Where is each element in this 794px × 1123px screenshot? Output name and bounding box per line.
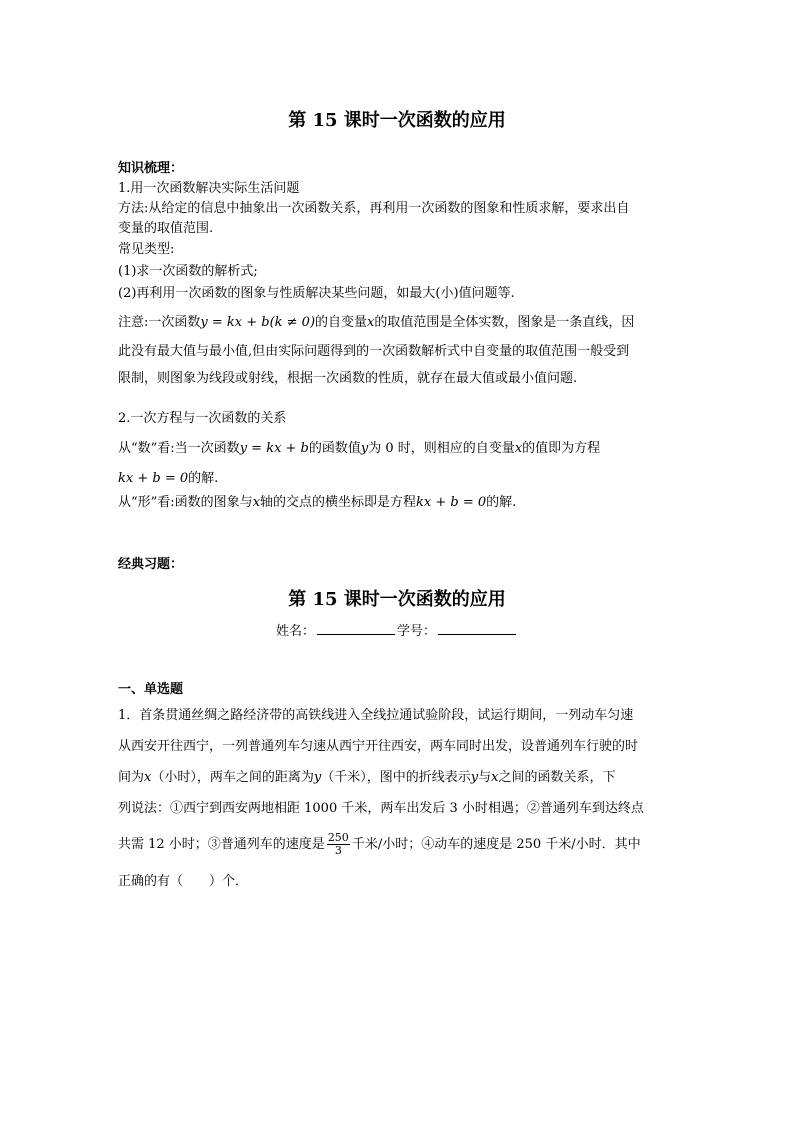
paragraph: 限制，则图象为线段或射线，根据一次函数的性质，就存在最大值或最小值问题.	[118, 371, 578, 386]
paragraph: (2)再利用一次函数的图象与性质解决某些问题，如最大(小)值问题等.	[118, 286, 515, 301]
text: 之间的函数关系，下	[498, 770, 616, 785]
text: （千米），图中的折线表示	[321, 770, 471, 785]
paragraph	[118, 440, 678, 458]
section-heading: 一、单选题	[118, 682, 184, 697]
paragraph: (1)求一次函数的解析式;	[118, 264, 258, 279]
question-line: 从西安开往西宁，一列普通列车匀速从西宁开往西安，两车同时出发，设普通列车行驶的时	[118, 739, 639, 754]
paragraph	[118, 494, 678, 512]
exercise-heading: 经典习题：	[118, 557, 184, 572]
question-line: 正确的有（ ）个．	[118, 874, 249, 889]
formula: kx + b = 0	[416, 495, 487, 510]
formula: kx + b = 0	[118, 471, 189, 486]
paragraph: 方法:从给定的信息中抽象出一次函数关系，再利用一次函数的图象和性质求解，要求出自	[118, 201, 630, 216]
page-title: 第 15 课时一次函数的应用	[288, 110, 506, 131]
paragraph: 1.用一次函数解决实际生活问题	[118, 181, 300, 196]
knowledge-heading: 知识梳理：	[118, 161, 184, 176]
fraction-denominator: 3	[334, 844, 342, 857]
text: 共需 12 小时；③普通列车的速度是	[118, 837, 325, 852]
variable: y	[313, 770, 322, 785]
text: （小时），两车之间的距离为	[151, 770, 314, 785]
question-line: 1．首条贯通丝绸之路经济带的高铁线进入全线拉通试验阶段，试运行期间，一列动车匀速	[118, 708, 634, 723]
text: 的取值范围是全体实数，图象是一条直线，因	[374, 315, 635, 330]
paragraph-note	[118, 314, 678, 332]
text: 从“数”看:当一次函数	[118, 441, 240, 456]
id-label: 学号：	[397, 624, 437, 639]
paragraph: 此没有最大值与最小值,但由实际问题得到的一次函数解析式中自变量的取值范围一般受到	[118, 344, 630, 359]
question-line	[118, 830, 678, 860]
text: 为 0 时，则相应的自变量	[368, 441, 515, 456]
variable: y	[470, 770, 479, 785]
name-id-row	[0, 620, 794, 639]
fraction	[327, 832, 350, 857]
text: 轴的交点的横坐标即是方程	[260, 495, 417, 510]
text: 的解.	[486, 495, 517, 510]
text: 的解.	[188, 471, 219, 486]
text: 的函数值	[308, 441, 361, 456]
formula: y = kx + b	[239, 441, 309, 456]
text: 的自变量	[315, 315, 368, 330]
variable: x	[144, 770, 152, 785]
variable: y	[360, 441, 369, 456]
text: 的值即为方程	[522, 441, 601, 456]
text: 千米/小时；④动车的速度是 250 千米/小时．其中	[351, 837, 641, 852]
text: 注意:一次函数	[118, 315, 201, 330]
variable: x	[252, 495, 261, 510]
name-blank[interactable]	[317, 622, 395, 635]
question-line	[118, 769, 678, 787]
fraction-numerator: 250	[327, 831, 349, 844]
variable: x	[367, 315, 375, 330]
paragraph: 变量的取值范围.	[118, 221, 214, 236]
text: 与	[478, 770, 492, 785]
paragraph	[118, 470, 678, 488]
question-line: 列说法：①西宁到西安两地相距 1000 千米，两车出发后 3 小时相遇；②普通列车到达终点	[118, 801, 644, 816]
id-blank[interactable]	[438, 622, 516, 635]
formula: y = kx + b(k ≠ 0)	[200, 315, 316, 330]
variable: x	[491, 770, 499, 785]
text: 间为	[118, 770, 145, 785]
exercise-title: 第 15 课时一次函数的应用	[288, 589, 506, 610]
paragraph: 常见类型:	[118, 242, 175, 257]
text: 从“形”看:函数的图象与	[118, 495, 253, 510]
variable: x	[514, 441, 523, 456]
paragraph: 2.一次方程与一次函数的关系	[118, 411, 287, 426]
name-label: 姓名：	[275, 624, 315, 639]
